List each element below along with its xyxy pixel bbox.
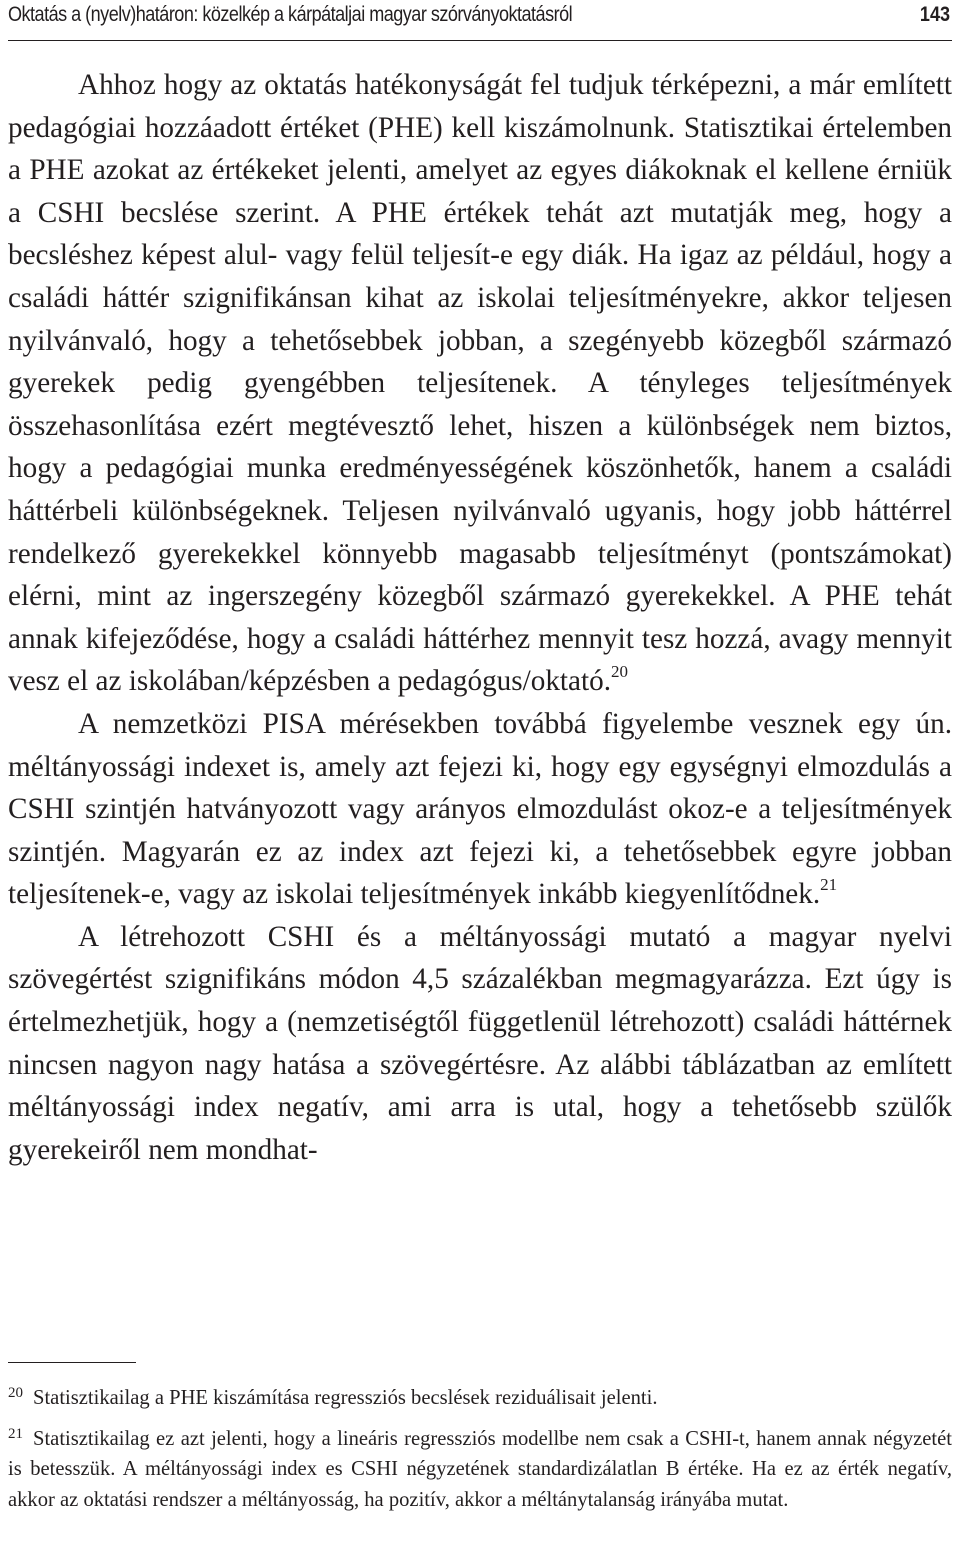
footnote-number: 21 [8,1425,23,1442]
footnotes [8,1383,952,1525]
footnote-21 [8,1424,952,1516]
footnote-text: Statisztikailag a PHE kiszámítása regressziós becslések reziduálisait jelenti. [33,1387,658,1409]
running-title: Oktatás a (nyelv)határon: közelkép a kárpátaljai magyar szórványoktatásról [8,3,573,26]
footnote-ref-21[interactable]: 21 [820,875,838,895]
paragraph-2 [8,703,952,916]
paragraph-1-text: Ahhoz hogy az oktatás hatékonyságát fel tudjuk térképezni, a már említett pedagógiai hozzáadott értéket (PHE) kell kiszámolnunk. Statisztikai értelemben a PHE azokat az értékeket jelenti, amelyet az egyes diákoknak el kellene érniük a CSHI becslése szerint. A PHE értékek tehát azt mutatják meg, hogy a becsléshez képest alul- vagy felül teljesít-e egy diák. Ha igaz az például, hogy a családi háttér szignifikánsan kihat az iskolai teljesítményekre, akkor teljesen nyilvánvaló, hogy a tehetősebbek jobban, a szegényebb közegből származó gyerekek pedig gyengébben teljesítenek. A tényleges teljesítmények összehasonlítása ezért megtévesztő lehet, hiszen a különbségek nem biztos, hogy a pedagógiai munka eredményességének köszönhetők, hanem a családi háttérbeli különbségeknek. Teljesen nyilvánvaló ugyanis, hogy jobb háttérrel rendelkező gyerekekkel könnyebb magasabb teljesítményt (pontszámokat) elérni, mint az ingerszegény közegből származó gyerekekkel. A PHE tehát annak kifejeződése, hogy a családi háttérhez mennyit tesz hozzá, avagy mennyit vesz el az iskolában/képzésben a pedagógus/oktató. [8,69,952,698]
footnote-20 [8,1383,952,1414]
paragraph-3-text: A létrehozott CSHI és a méltányossági mutató a magyar nyelvi szövegértést szignifikáns módon 4,5 százalékban megmagyarázza. Ezt úgy is értelmezhetjük, hogy a (nemzetiségtől függetlenül létrehozott) családi háttérnek nincsen nagyon nagy hatása a szövegértésre. Az alábbi táblázatban az említett méltányossági index negatív, ami arra is utal, hogy a tehetősebb szülők gyerekeiről nem mondhat- [8,920,952,1166]
main-text [8,64,952,1171]
paragraph-1 [8,64,952,703]
paragraph-3 [8,916,952,1172]
paragraph-2-text: A nemzetközi PISA mérésekben továbbá figyelembe vesznek egy ún. méltányossági indexet is, amely azt fejezi ki, hogy egy egységnyi elmozdulás a CSHI szintjén hatványozott vagy arányos elmozdulást okoz-e a teljesítmények szintjén. Magyarán ez az index azt fejezi ki, a tehetősebbek egyre jobban teljesítenek-e, vagy az iskolai teljesítmények inkább kiegyenlítődnek. [8,707,952,911]
page-number: 143 [919,3,950,26]
footnote-separator [8,1362,136,1363]
running-header [8,0,952,41]
footnote-ref-20[interactable]: 20 [611,662,628,682]
footnote-text: Statisztikailag ez azt jelenti, hogy a lineáris regressziós modellbe nem csak a CSHI-t, hanem annak négyzetét is betesszük. A méltányossági index es CSHI négyzetének standardizálatlan B értéke. Ha ez az érték negatív, akkor az oktatási rendszer a méltányosság, ha pozitív, akkor a méltánytalanság irányába mutat. [8,1427,952,1511]
footnote-number: 20 [8,1385,23,1401]
